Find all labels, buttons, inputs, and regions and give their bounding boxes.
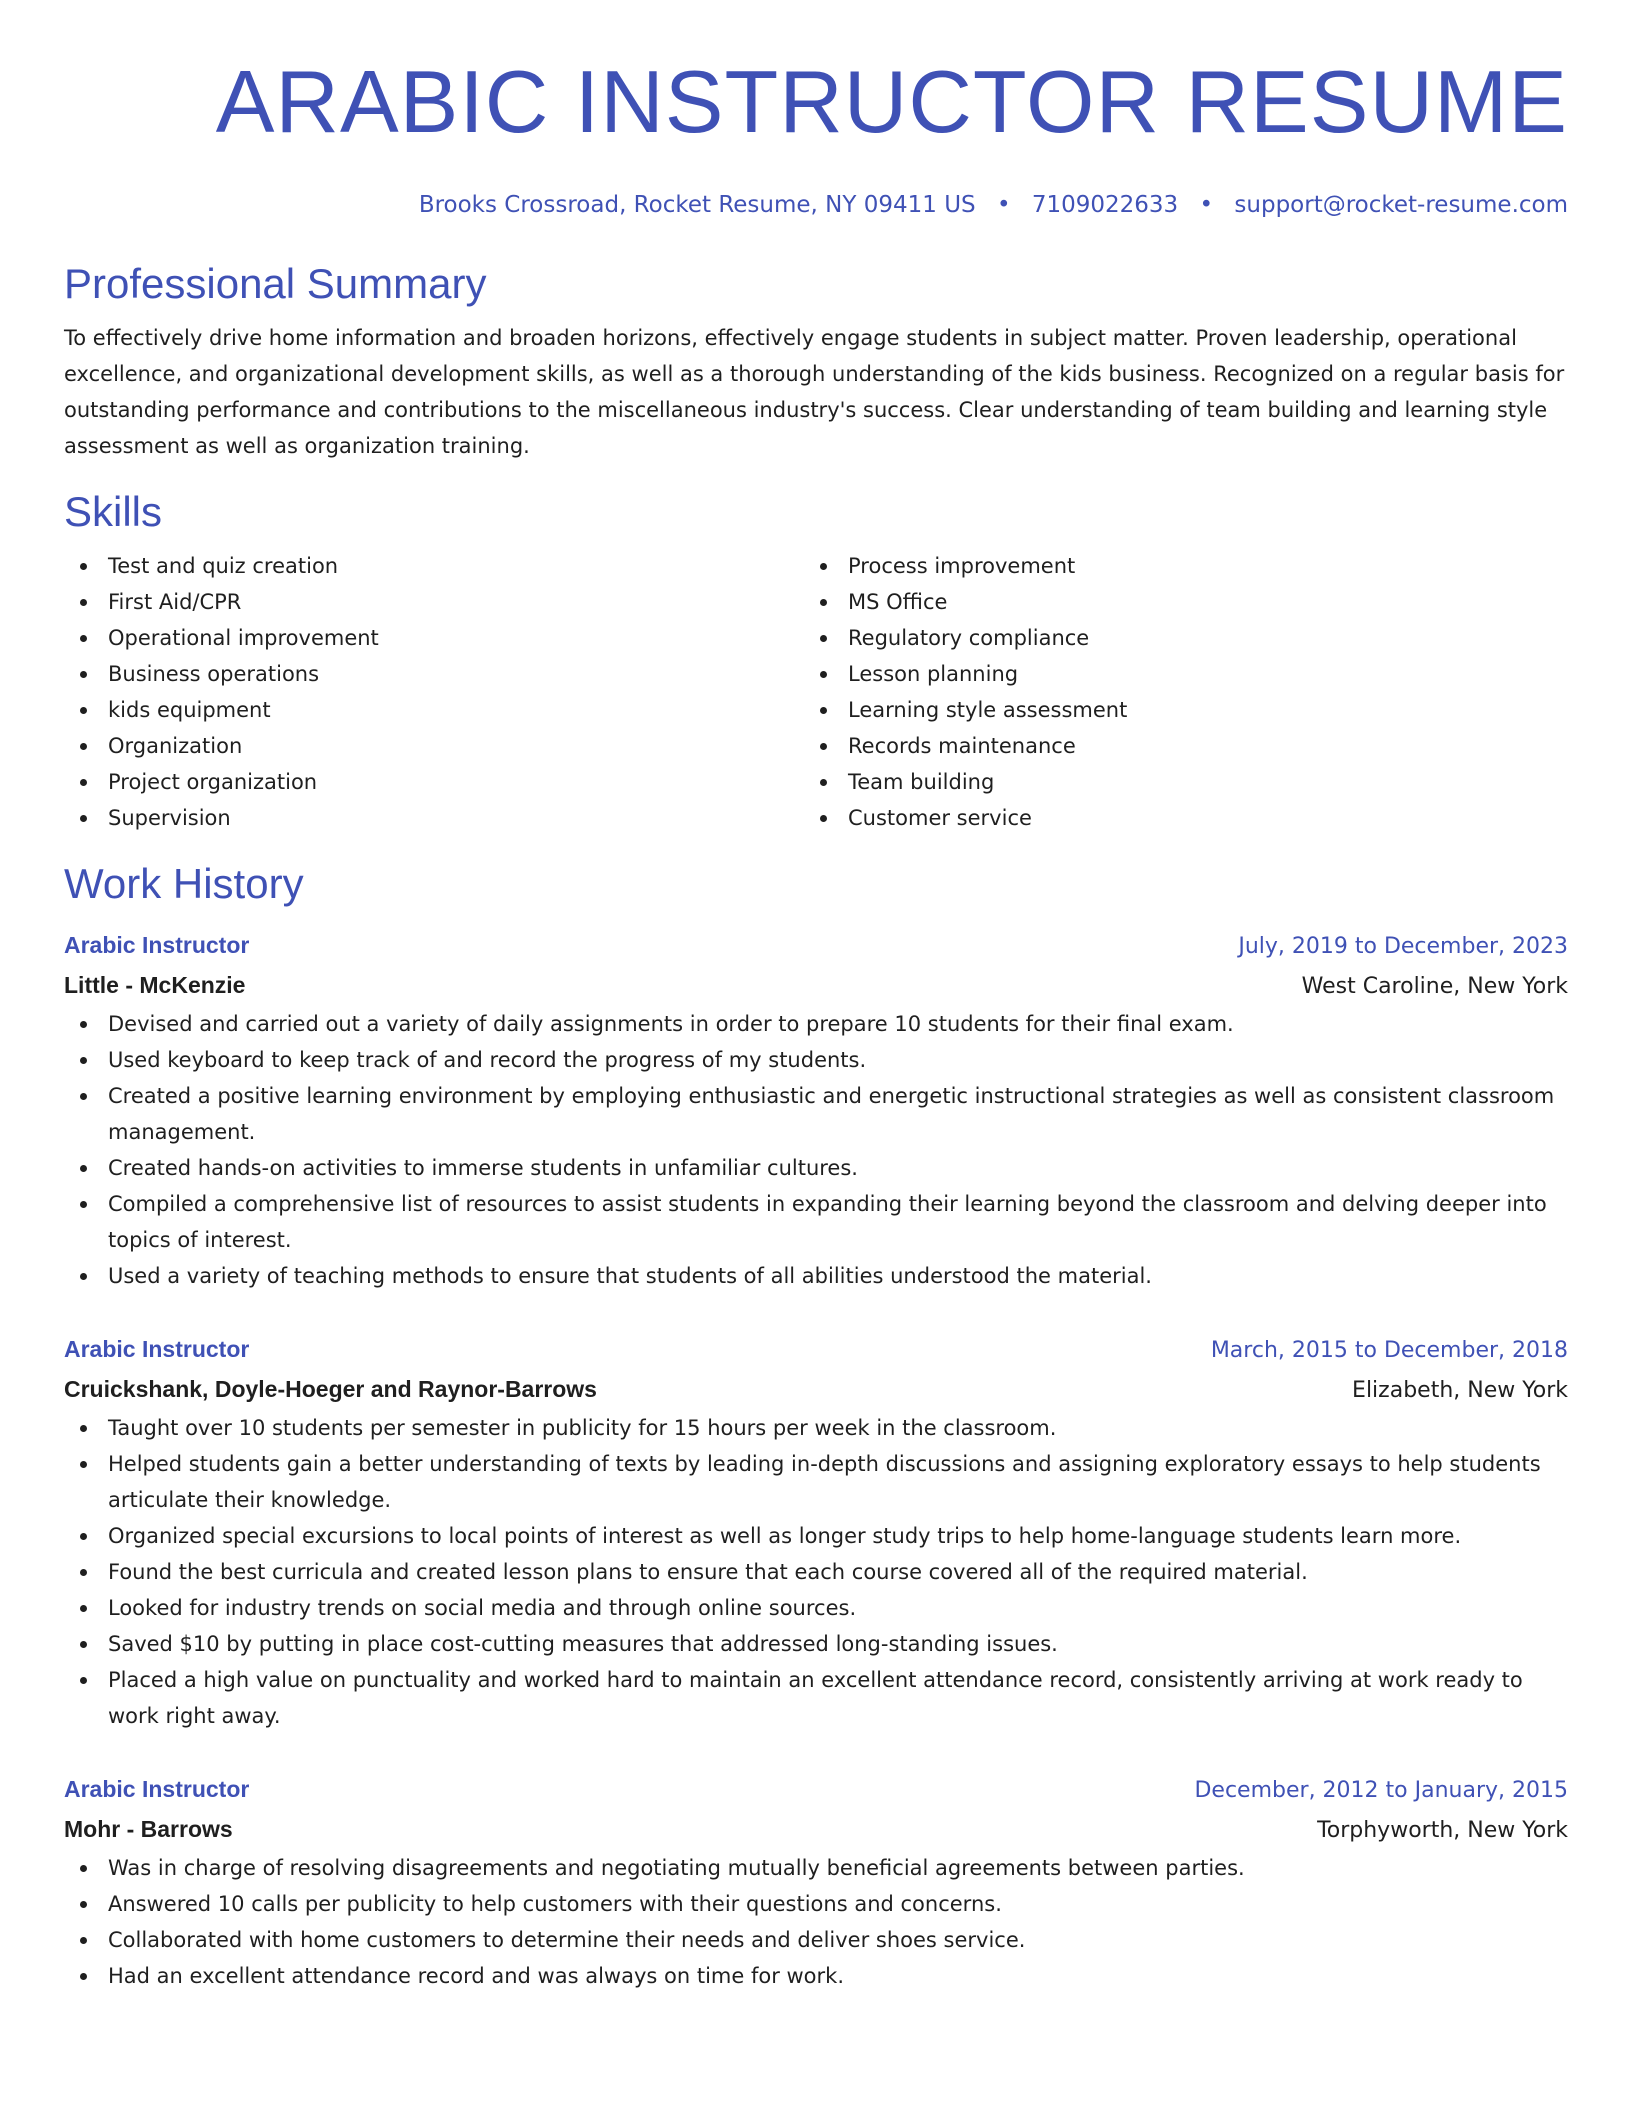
job-entry <box>64 1770 1568 1994</box>
work-history-section <box>64 858 1568 1994</box>
skill-item: First Aid/CPR <box>64 584 804 620</box>
contact-phone: 7109022633 <box>1031 192 1179 218</box>
contact-line <box>64 190 1568 220</box>
job-duties-list <box>64 1006 1568 1294</box>
job-employer-row <box>64 1370 1568 1410</box>
skills-list-right <box>804 548 1544 836</box>
job-header-row <box>64 1330 1568 1370</box>
job-duty-item: Helped students gain a better understanding of texts by leading in-depth discussions and assigning exploratory essays to help students articulate their knowledge. <box>64 1446 1568 1518</box>
skill-item: kids equipment <box>64 692 804 728</box>
job-company: Little - McKenzie <box>64 972 246 998</box>
job-duty-item: Placed a high value on punctuality and worked hard to maintain an excellent attendance record, consistently arriving at work ready to work right away. <box>64 1662 1568 1734</box>
job-duty-item: Saved $10 by putting in place cost-cutting measures that addressed long-standing issues. <box>64 1626 1568 1662</box>
skill-item: Lesson planning <box>804 656 1544 692</box>
skill-item: Regulatory compliance <box>804 620 1544 656</box>
skills-list-left <box>64 548 804 836</box>
job-employer-row <box>64 966 1568 1006</box>
job-company: Cruickshank, Doyle-Hoeger and Raynor-Barrows <box>64 1376 597 1402</box>
job-duty-item: Answered 10 calls per publicity to help customers with their questions and concerns. <box>64 1886 1568 1922</box>
job-duty-item: Was in charge of resolving disagreements and negotiating mutually beneficial agreements between parties. <box>64 1850 1568 1886</box>
job-location: West Caroline, New York <box>1301 974 1568 999</box>
professional-summary-section <box>64 258 1568 464</box>
job-dates: July, 2019 to December, 2023 <box>1238 934 1568 959</box>
job-dates: December, 2012 to January, 2015 <box>1194 1778 1568 1803</box>
skill-item: Project organization <box>64 764 804 800</box>
skill-item: Test and quiz creation <box>64 548 804 584</box>
job-duty-item: Taught over 10 students per semester in publicity for 15 hours per week in the classroom. <box>64 1410 1568 1446</box>
contact-separator: • <box>996 192 1011 218</box>
skill-item: Operational improvement <box>64 620 804 656</box>
skill-item: Supervision <box>64 800 804 836</box>
job-duty-item: Had an excellent attendance record and was always on time for work. <box>64 1958 1568 1994</box>
job-employer-row <box>64 1810 1568 1850</box>
skill-item: Organization <box>64 728 804 764</box>
job-duty-item: Used a variety of teaching methods to ensure that students of all abilities understood the material. <box>64 1258 1568 1294</box>
section-title-summary: Professional Summary <box>64 260 487 307</box>
section-title-skills: Skills <box>64 488 163 535</box>
job-duty-item: Created a positive learning environment by employing enthusiastic and energetic instructional strategies as well as consistent classroom management. <box>64 1078 1568 1150</box>
skills-column-right <box>804 548 1544 836</box>
job-dates: March, 2015 to December, 2018 <box>1210 1338 1568 1363</box>
skill-item: Customer service <box>804 800 1544 836</box>
job-header-row <box>64 926 1568 966</box>
job-location: Elizabeth, New York <box>1352 1378 1568 1403</box>
skill-item: Team building <box>804 764 1544 800</box>
contact-separator: • <box>1199 192 1214 218</box>
job-title: Arabic Instructor <box>64 1336 250 1362</box>
job-location: Torphyworth, New York <box>1317 1818 1568 1843</box>
job-duty-item: Devised and carried out a variety of daily assignments in order to prepare 10 students for their final exam. <box>64 1006 1568 1042</box>
resume-header <box>64 52 1568 220</box>
job-duty-item: Organized special excursions to local points of interest as well as longer study trips to help home-language students learn more. <box>64 1518 1568 1554</box>
job-duty-item: Found the best curricula and created lesson plans to ensure that each course covered all of the required material. <box>64 1554 1568 1590</box>
job-duty-item: Compiled a comprehensive list of resources to assist students in expanding their learning beyond the classroom and delving deeper into topics of interest. <box>64 1186 1568 1258</box>
skill-item: Process improvement <box>804 548 1544 584</box>
job-duty-item: Looked for industry trends on social media and through online sources. <box>64 1590 1568 1626</box>
skills-column-left <box>64 548 804 836</box>
resume-title: ARABIC INSTRUCTOR RESUME <box>215 52 1568 151</box>
job-entry <box>64 1330 1568 1734</box>
job-entry <box>64 926 1568 1294</box>
job-header-row <box>64 1770 1568 1810</box>
section-title-work-history: Work History <box>64 860 304 907</box>
job-company: Mohr - Barrows <box>64 1816 233 1842</box>
job-duties-list <box>64 1850 1568 1994</box>
skills-section <box>64 486 1568 836</box>
job-duty-item: Used keyboard to keep track of and record the progress of my students. <box>64 1042 1568 1078</box>
skills-grid <box>64 548 1568 836</box>
contact-email: support@rocket-resume.com <box>1234 192 1568 218</box>
job-duty-item: Collaborated with home customers to determine their needs and deliver shoes service. <box>64 1922 1568 1958</box>
summary-text: To effectively drive home information and broaden horizons, effectively engage students in subject matter. Proven leadership, operational excellence, and organizational development skills, as well as a thorough understanding of the kids business. Recognized on a regular basis for outstanding performance and contributions to the miscellaneous industry's success. Clear understanding of team building and learning style assessment as well as organization training. <box>64 326 1565 458</box>
job-duties-list <box>64 1410 1568 1734</box>
job-duty-item: Created hands-on activities to immerse students in unfamiliar cultures. <box>64 1150 1568 1186</box>
skill-item: MS Office <box>804 584 1544 620</box>
job-title: Arabic Instructor <box>64 1776 250 1802</box>
contact-address: Brooks Crossroad, Rocket Resume, NY 09411 US <box>418 192 976 218</box>
skill-item: Learning style assessment <box>804 692 1544 728</box>
skill-item: Records maintenance <box>804 728 1544 764</box>
job-title: Arabic Instructor <box>64 932 250 958</box>
skill-item: Business operations <box>64 656 804 692</box>
